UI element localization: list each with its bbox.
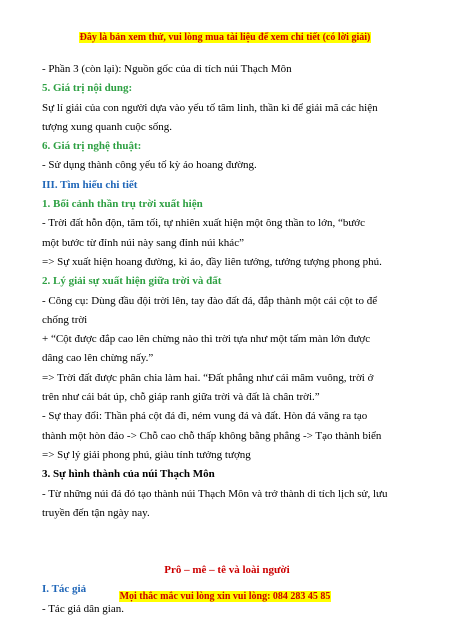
heading-context: 1. Bối cảnh thần trụ trời xuất hiện (42, 198, 203, 211)
heading-art-value: 6. Giá trị nghệ thuật: (42, 140, 142, 153)
division-line-1: => Trời đất được phân chia làm hai. “Đất phẳng như cái mâm vuông, trời ở (42, 371, 374, 384)
change-line-1: - Sự thay đổi: Thần phá cột đá đi, ném vung đá và đất. Hòn đá văng ra tạo (42, 410, 368, 423)
division-line-2: trên như cái bát úp, chỗ giáp ranh giữa trời và đất là chân trời.” (42, 391, 320, 404)
contact-text: Mọi thắc mắc vui lòng xin vui lòng: 084 283 45 85 (119, 591, 331, 602)
context-conclusion: => Sự xuất hiện hoang đường, kì ảo, đầy liên tưởng, tưởng tượng phong phú. (42, 255, 382, 268)
part-3-line: - Phần 3 (còn lại): Nguồn gốc của di tích núi Thạch Môn (42, 63, 292, 75)
context-line-2: một bước từ đỉnh núi này sang đỉnh núi khác” (42, 236, 244, 249)
content-value-line-2: tượng xung quanh cuộc sống. (42, 120, 173, 133)
pillar-quote-line-2: dâng cao lên chừng nấy.” (42, 352, 154, 365)
content-value-line-1: Sự lí giải của con người dựa vào yếu tố tâm linh, thần kì để giải mã các hiện (42, 101, 378, 114)
heading-content-value: 5. Giá trị nội dung: (42, 82, 133, 95)
preview-notice-banner (0, 27, 450, 45)
heading-author: I. Tác giả (42, 583, 87, 596)
document-body (42, 60, 412, 619)
spacer (42, 523, 412, 561)
author-line: - Tác giả dân gian. (42, 602, 124, 615)
context-line-1: - Trời đất hỗn độn, tăm tối, tự nhiên xuất hiện một ông thần to lớn, “bước (42, 217, 365, 230)
formation-line-2: truyền đến tận ngày nay. (42, 506, 150, 519)
art-value-line: - Sử dụng thành công yếu tố kỳ ảo hoang đường. (42, 159, 257, 172)
pillar-quote-line-1: + “Cột được đắp cao lên chừng nào thì trời tựa như một tấm màn lớn được (42, 333, 371, 346)
explanation-conclusion: => Sự lý giải phong phú, giàu tính tưởng tượng (42, 448, 251, 461)
heading-section-iii: III. Tìm hiểu chi tiết (42, 178, 138, 191)
change-line-2: thành một hòn đảo -> Chỗ cao chỗ thấp không bằng phẳng -> Tạo thành biển (42, 429, 382, 442)
preview-notice-text: Đây là bản xem thử, vui lòng mua tài liệu để xem chi tiết (có lời giải) (79, 32, 371, 43)
tool-line-1: - Công cụ: Dùng đầu đội trời lên, tay đào đất đá, đắp thành một cái cột to để (42, 294, 378, 307)
formation-line-1: - Từ những núi đá đó tạo thành núi Thạch Môn và trở thành di tích lịch sử, lưu (42, 487, 388, 500)
contact-banner (0, 586, 450, 604)
heading-formation: 3. Sự hình thành của núi Thạch Môn (42, 468, 215, 481)
tool-line-2: chống trời (42, 313, 88, 326)
next-lesson-title: Prô – mê – tê và loài người (164, 564, 290, 577)
heading-explanation: 2. Lý giải sự xuất hiện giữa trời và đất (42, 275, 222, 288)
